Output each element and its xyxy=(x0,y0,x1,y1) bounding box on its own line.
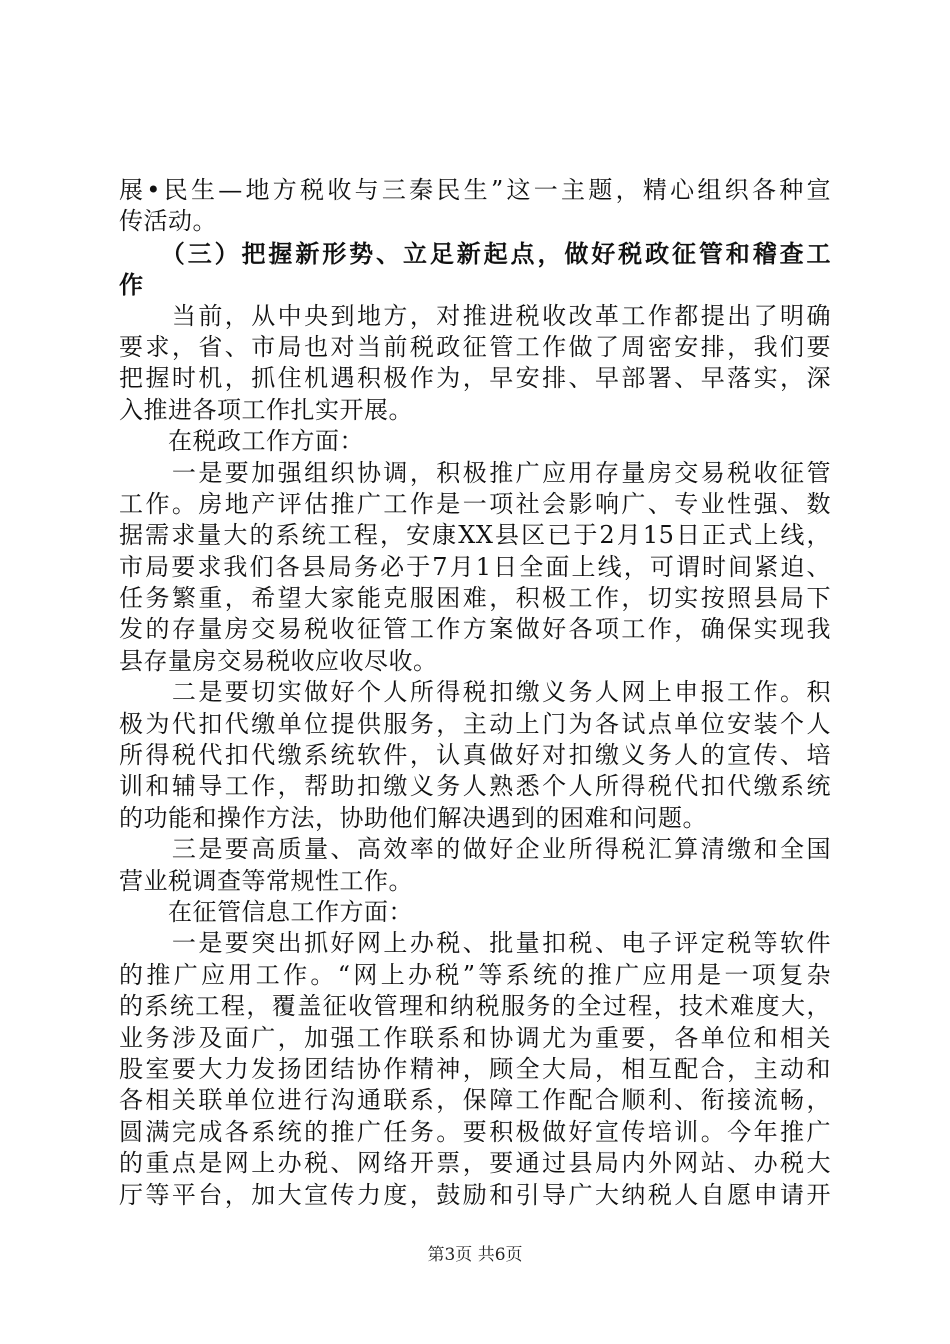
document-body xyxy=(119,175,831,1211)
paragraph-line: 展•民生—地方税收与三秦民生”这一主题，精心组织各种宣 xyxy=(119,176,831,204)
paragraph-line: 训和辅导工作，帮助扣缴义务人熟悉个人所得税代扣代缴系统 xyxy=(119,772,831,801)
paragraph-line: 二是要切实做好个人所得税扣缴义务人网上申报工作。积 xyxy=(119,678,831,707)
paragraph-line: 据需求量大的系统工程，安康XX县区已于2月15日正式上线， xyxy=(119,521,831,550)
paragraph-line: 股室要大力发扬团结协作精神，顾全大局，相互配合，主动和 xyxy=(119,1054,831,1083)
paragraph-line: 的功能和操作方法，协助他们解决遇到的困难和问题。 xyxy=(119,803,707,832)
paragraph-line: 业务涉及面广，加强工作联系和协调尤为重要，各单位和相关 xyxy=(119,1023,831,1052)
paragraph-line: 一是要突出抓好网上办税、批量扣税、电子评定税等软件 xyxy=(119,929,831,958)
paragraph-line: 要求，省、市局也对当前税政征管工作做了周密安排，我们要 xyxy=(119,332,831,361)
paragraph-line: 把握时机，抓住机遇积极作为，早安排、早部署、早落实，深 xyxy=(119,364,831,393)
section-heading-line: 作 xyxy=(119,270,144,300)
paragraph-line: 圆满完成各系统的推广任务。要积极做好宣传培训。今年推广 xyxy=(119,1117,831,1146)
page-number-label: 第3页 共6页 xyxy=(427,1245,523,1265)
paragraph-line: 入推进各项工作扎实开展。 xyxy=(119,395,413,424)
paragraph-line: 当前，从中央到地方，对推进税收改革工作都提出了明确 xyxy=(119,301,831,330)
page-footer xyxy=(0,1240,950,1265)
paragraph-line: 任务繁重，希望大家能克服困难，积极工作，切实按照县局下 xyxy=(119,584,831,613)
paragraph-line: 三是要高质量、高效率的做好企业所得税汇算清缴和全国 xyxy=(119,835,831,864)
section-heading-line: （三）把握新形势、立足新起点，做好税政征管和稽查工 xyxy=(119,238,831,268)
paragraph-line: 县存量房交易税收应收尽收。 xyxy=(119,646,438,675)
paragraph-line: 发的存量房交易税收征管工作方案做好各项工作，确保实现我 xyxy=(119,615,831,644)
paragraph-line: 的重点是网上办税、网络开票，要通过县局内外网站、办税大 xyxy=(119,1149,831,1178)
paragraph-line: 的系统工程，覆盖征收管理和纳税服务的全过程，技术难度大， xyxy=(119,992,831,1021)
paragraph-line: 在征管信息工作方面： xyxy=(119,897,413,926)
paragraph-line: 一是要加强组织协调，积极推广应用存量房交易税收征管 xyxy=(119,458,831,487)
paragraph-line: 各相关联单位进行沟通联系，保障工作配合顺利、衔接流畅， xyxy=(119,1086,831,1115)
paragraph-line: 传活动。 xyxy=(119,207,217,236)
paragraph-line: 在税政工作方面： xyxy=(119,427,364,456)
paragraph-line: 极为代扣代缴单位提供服务，主动上门为各试点单位安装个人 xyxy=(119,709,831,738)
paragraph-line: 市局要求我们各县局务必于7月1日全面上线，可谓时间紧迫、 xyxy=(119,552,831,581)
paragraph-line: 所得税代扣代缴系统软件，认真做好对扣缴义务人的宣传、培 xyxy=(119,741,831,770)
paragraph-line: 的推广应用工作。“网上办税”等系统的推广应用是一项复杂 xyxy=(119,960,831,989)
paragraph-line: 营业税调查等常规性工作。 xyxy=(119,866,413,895)
paragraph-line: 工作。房地产评估推广工作是一项社会影响广、专业性强、数 xyxy=(119,489,831,518)
paragraph-line: 厅等平台，加大宣传力度，鼓励和引导广大纳税人自愿申请开 xyxy=(119,1180,831,1209)
